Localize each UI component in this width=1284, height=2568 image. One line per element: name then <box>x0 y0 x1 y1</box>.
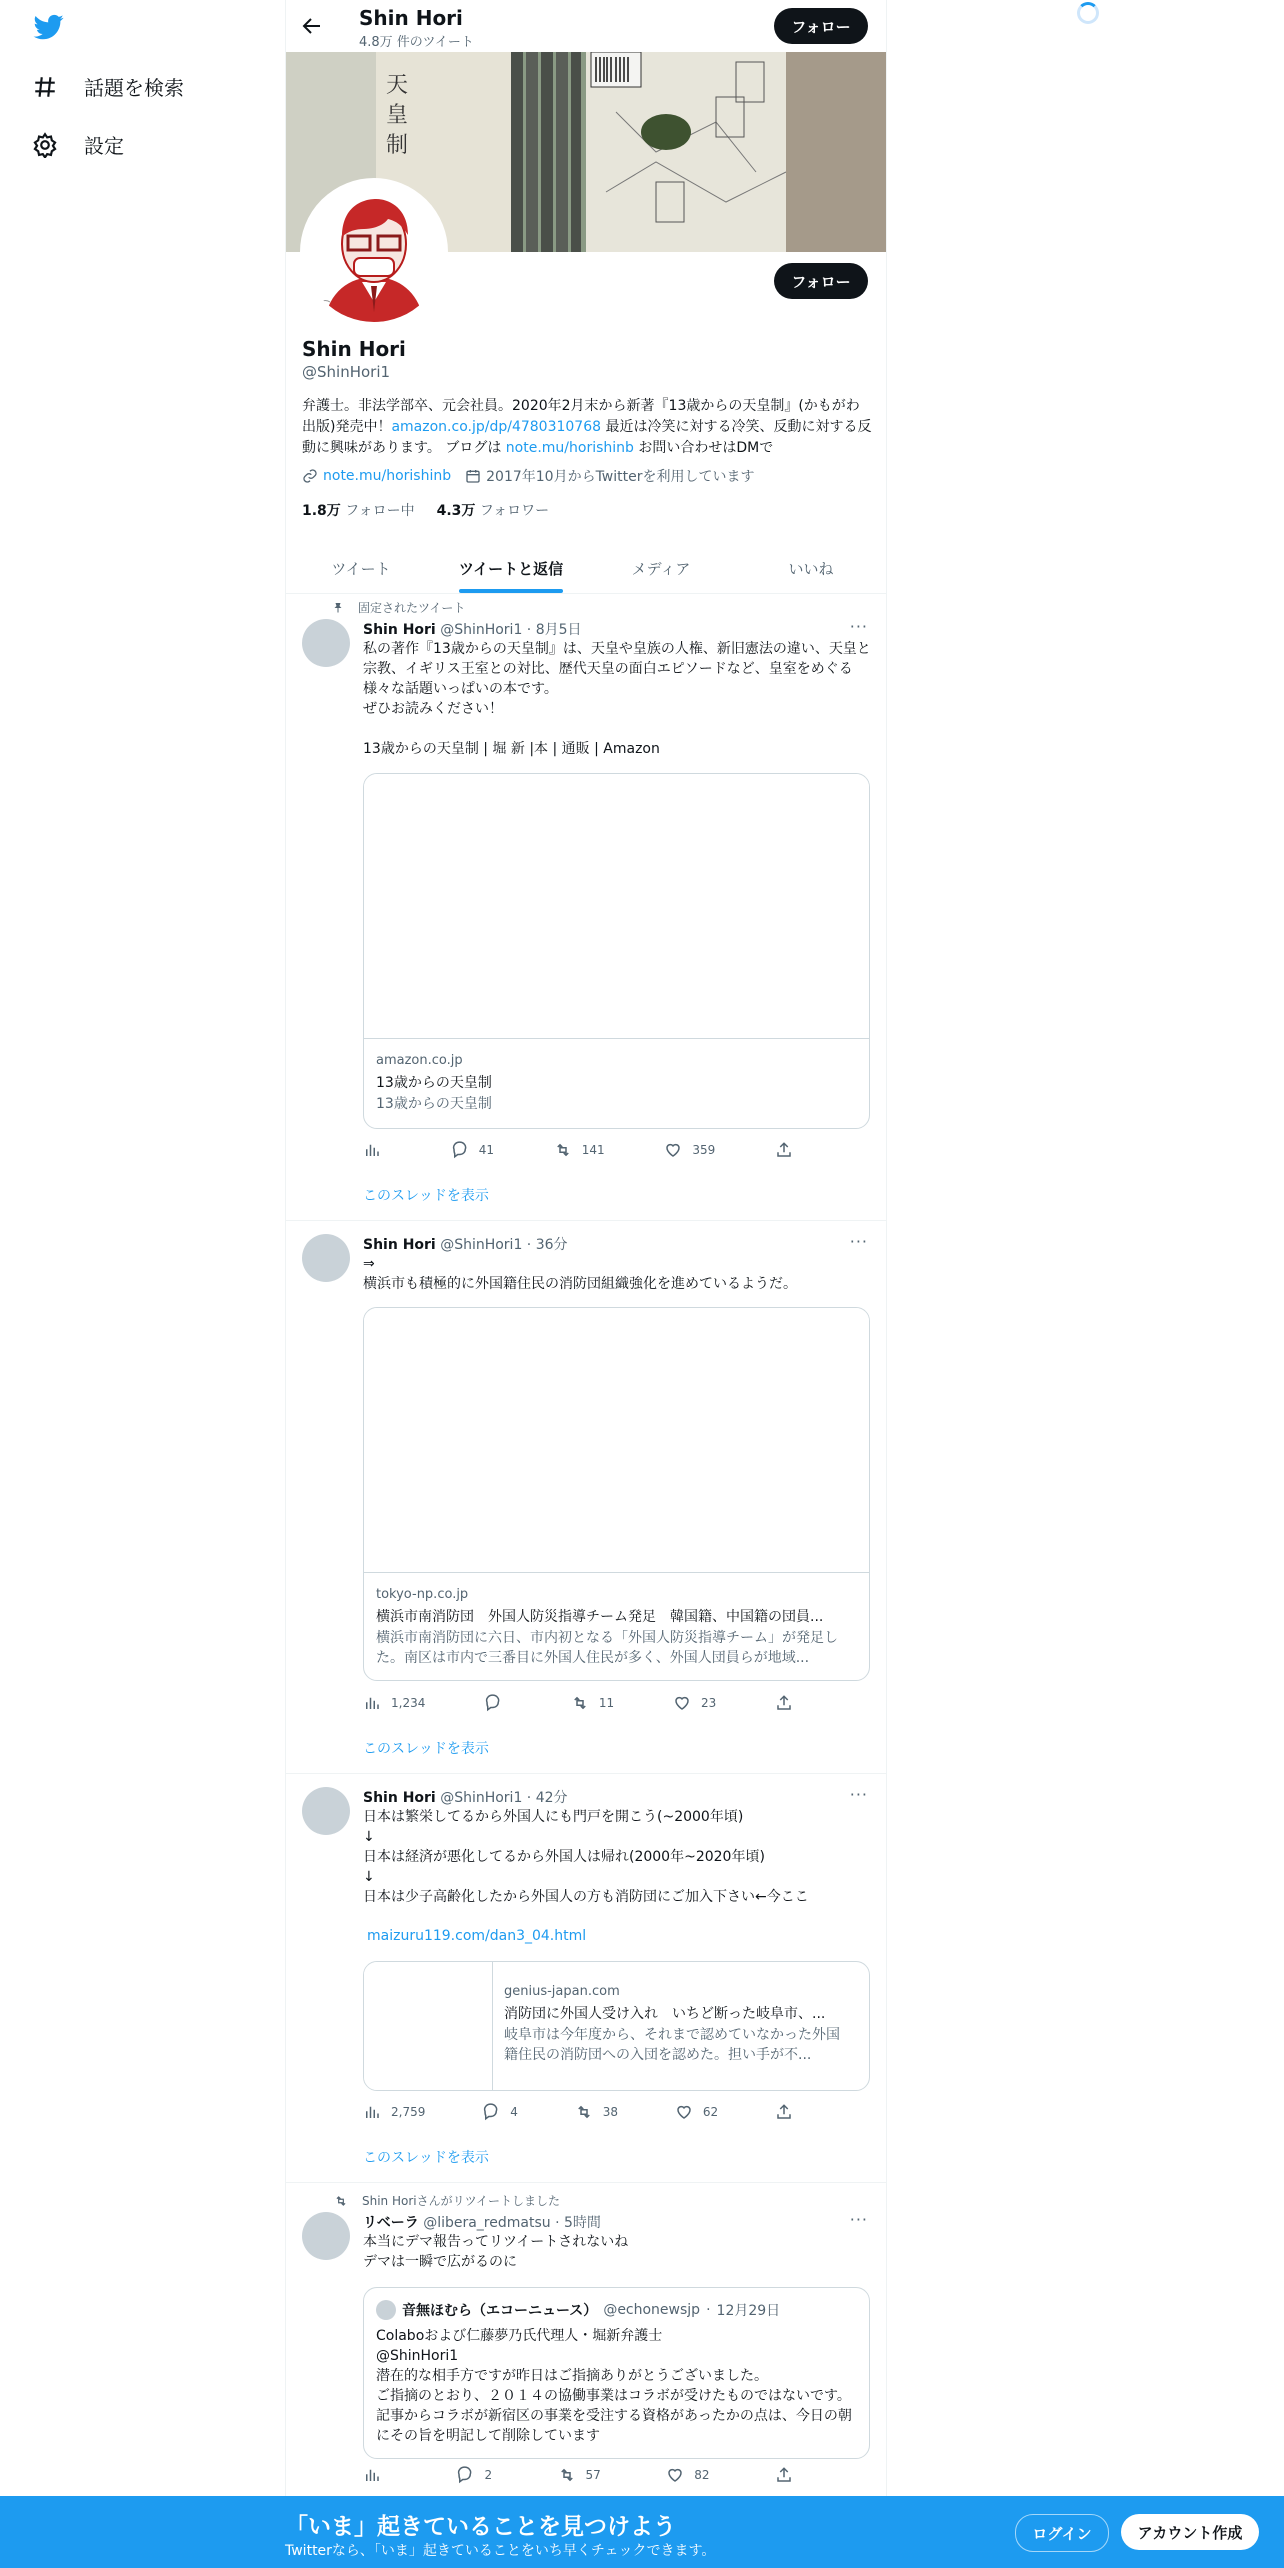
followers-count: 4.3万 <box>436 503 476 519</box>
following-label: フォロー中 <box>345 503 415 519</box>
tweet-header: Shin Hori @ShinHori1 · 36分 <box>363 1237 568 1253</box>
author-name[interactable]: Shin Hori <box>363 1237 436 1253</box>
author-handle[interactable]: @ShinHori1 <box>440 1237 523 1253</box>
following-link[interactable] <box>302 500 415 520</box>
tweet-actions <box>363 1141 793 1159</box>
reply-icon <box>451 1141 469 1159</box>
like-count: 62 <box>702 2105 719 2119</box>
link-card[interactable] <box>363 1961 870 2091</box>
profile-url[interactable]: note.mu/horishinb <box>323 468 452 484</box>
more-icon[interactable]: ··· <box>849 617 868 636</box>
followers-link[interactable] <box>437 500 550 520</box>
tab-likes[interactable]: いいね <box>788 559 834 578</box>
like-button[interactable] <box>666 2466 709 2484</box>
reply-count: 2 <box>484 2468 493 2482</box>
like-count: 359 <box>692 1143 716 1157</box>
retweet-icon <box>575 2103 593 2121</box>
avatar[interactable] <box>302 619 350 667</box>
back-arrow-icon[interactable] <box>300 14 324 38</box>
heart-icon <box>664 1141 682 1159</box>
svg-text:皇: 皇 <box>386 103 409 128</box>
profile-meta <box>302 466 755 486</box>
card-description: 岐阜市は今年度から、それまで認めていなかった外国籍住民の消防団への入団を認めた。担い手が不... <box>504 2027 840 2063</box>
bio-text: 最近は冷笑に対する冷笑、反動に対する反動に興味があります。 ブログは <box>302 419 872 456</box>
nav-explore[interactable] <box>32 72 184 101</box>
reply-button[interactable] <box>482 2103 518 2121</box>
like-button[interactable] <box>675 2103 718 2121</box>
more-icon[interactable]: ··· <box>849 2210 868 2229</box>
tweet[interactable] <box>286 1773 886 2183</box>
heart-icon <box>666 2466 684 2484</box>
tweet-time[interactable]: 5時間 <box>563 2215 601 2231</box>
like-count: 23 <box>700 1696 717 1710</box>
tweet-time[interactable]: 8月5日 <box>535 622 582 638</box>
avatar[interactable] <box>302 1234 350 1282</box>
author-name[interactable]: リベーラ <box>363 2215 419 2231</box>
top-bar <box>286 0 886 52</box>
tweet-time[interactable]: 42分 <box>535 1790 568 1806</box>
author-name[interactable]: Shin Hori <box>363 1790 436 1806</box>
share-button[interactable] <box>775 2466 793 2484</box>
card-image <box>364 1308 869 1573</box>
retweet-indicator <box>334 2192 560 2209</box>
retweet-icon <box>554 1141 572 1159</box>
tweet[interactable] <box>286 1220 886 1774</box>
like-button[interactable] <box>673 1694 716 1712</box>
tweet-actions <box>363 2466 793 2484</box>
followers-label: フォロワー <box>479 503 550 519</box>
views-button[interactable] <box>363 1694 425 1712</box>
analytics-icon <box>363 1141 381 1159</box>
retweet-count: 57 <box>585 2468 601 2482</box>
left-nav <box>0 0 285 2568</box>
profile-column <box>285 0 887 2568</box>
retweet-count: 11 <box>598 1696 615 1710</box>
tab-tweets[interactable]: ツイート <box>331 559 391 578</box>
views-button[interactable] <box>363 2103 425 2121</box>
retweet-count: 38 <box>602 2105 618 2119</box>
following-count: 1.8万 <box>302 503 341 519</box>
reply-count: 41 <box>478 1143 494 1157</box>
retweet-icon <box>571 1694 589 1712</box>
bio-text: お問い合わせはDMで <box>633 440 774 456</box>
show-thread-link[interactable]: このスレッドを表示 <box>363 1741 489 1757</box>
retweet-button[interactable] <box>558 2466 601 2484</box>
profile-handle: @ShinHori1 <box>302 363 391 381</box>
quote-time: 12月29日 <box>716 2303 781 2319</box>
nav-settings[interactable] <box>32 130 124 159</box>
link-card[interactable] <box>363 1307 870 1681</box>
signup-button[interactable]: アカウント作成 <box>1121 2514 1259 2550</box>
tweet-text: ⇒ 横浜市も積極的に外国籍住民の消防団組織強化を進めているようだ。 <box>363 1256 797 1292</box>
profile-avatar[interactable] <box>300 178 448 326</box>
tweet-text: 日本は繁栄してるから外国人にも門戸を開こう(~2000年頃) ↓ 日本は経済が悪化してるから外国人は帰れ(2000年~2020年頃) ↓ 日本は少子高齢化したから外国人の方も消防団にご加入下さい←今ここ <box>363 1809 809 1905</box>
header-follow-button[interactable]: フォロー <box>774 8 868 44</box>
nav-settings-label: 設定 <box>84 134 124 158</box>
tweet-link[interactable]: maizuru119.com/dan3_04.html <box>367 1928 587 1944</box>
views-button[interactable] <box>363 1141 391 1159</box>
views-button[interactable] <box>363 2466 391 2484</box>
calendar-icon <box>465 468 481 484</box>
pin-icon <box>332 601 344 615</box>
share-icon <box>775 1141 793 1159</box>
retweet-button[interactable] <box>554 1141 605 1159</box>
pinned-label: 固定されたツイート <box>358 601 466 615</box>
analytics-icon <box>363 2466 381 2484</box>
tweet[interactable] <box>286 2182 886 2496</box>
tweet-actions <box>363 2103 793 2121</box>
reply-button[interactable] <box>484 1694 512 1712</box>
author-handle[interactable]: @libera_redmatsu <box>423 2215 551 2231</box>
share-icon <box>775 1694 793 1712</box>
reply-count: 4 <box>510 2105 518 2119</box>
card-title: 横浜市南消防団 外国人防災指導チーム発足 韓国籍、中国籍の団員... <box>376 1609 824 1625</box>
quote-tweet[interactable] <box>363 2287 870 2459</box>
card-image <box>364 774 869 1039</box>
author-handle[interactable]: @ShinHori1 <box>440 1790 523 1806</box>
profile-joined: 2017年10月からTwitterを利用しています <box>486 469 755 485</box>
svg-text:天: 天 <box>386 73 409 98</box>
heart-icon <box>675 2103 693 2121</box>
like-button[interactable] <box>664 1141 715 1159</box>
card-domain: genius-japan.com <box>504 1984 620 1999</box>
avatar[interactable] <box>302 1787 350 1835</box>
author-name[interactable]: Shin Hori <box>363 622 436 638</box>
card-description: 横浜市南消防団に六日、市内初となる「外国人防災指導チーム」が発足した。南区は市内で三番目に外国人住民が多く、外国人団員らが地域... <box>376 1630 838 1666</box>
nav-explore-label: 話題を検索 <box>84 76 184 100</box>
tweet-header: Shin Hori @ShinHori1 · 42分 <box>363 1790 568 1806</box>
gear-icon <box>32 132 58 158</box>
reply-button[interactable] <box>451 1141 494 1159</box>
bio-link-amazon[interactable]: amazon.co.jp/dp/4780310768 <box>391 419 602 435</box>
tweet-time[interactable]: 36分 <box>535 1237 568 1253</box>
signup-banner <box>0 2496 1284 2568</box>
tweet-header: リベーラ @libera_redmatsu · 5時間 <box>363 2215 601 2231</box>
avatar[interactable] <box>302 2212 350 2260</box>
tweet-text: 本当にデマ報告ってリツイートされないね デマは一瞬で広がるのに <box>363 2234 629 2270</box>
header-name: Shin Hori <box>359 6 463 30</box>
tab-tweets-and-replies[interactable]: ツイートと返信 <box>436 543 586 593</box>
share-button[interactable] <box>775 1694 793 1712</box>
profile-bio <box>302 396 872 459</box>
reply-icon <box>482 2103 500 2121</box>
quote-text: Colaboおよび仁藤夢乃氏代理人・堀新弁護士 @ShinHori1 潜在的な相手方ですが昨日はご指摘ありがとうございました。 ご指摘のとおり、２０１４の協働事業はコラボが受けたものではないです。記事からコラボが新宿区の事業を受注する資格があったかの点は、今日の朝にその旨を明記して削除しています <box>376 2328 852 2444</box>
twitter-logo-icon[interactable] <box>32 12 66 42</box>
tweet-text: 私の著作『13歳からの天皇制』は、天皇や皇族の人権、新旧憲法の違い、天皇と宗教、イギリス王室との対比、歴代天皇の面白エピソードなど、皇室をめぐる様々な話題いっぱいの本です。 ぜひお読みください！ 13歳からの天皇制 | 堀 新 |本 | 通販 | Amazon <box>363 641 871 757</box>
author-handle[interactable]: @ShinHori1 <box>440 622 523 638</box>
more-icon[interactable]: ··· <box>849 1785 868 1804</box>
link-icon <box>302 468 318 484</box>
follow-button[interactable]: フォロー <box>774 263 868 299</box>
tweet-actions <box>363 1694 793 1712</box>
share-button[interactable] <box>775 2103 793 2121</box>
share-icon <box>775 2466 793 2484</box>
quote-author-name: 音無ほむら（エコーニュース） <box>402 2303 598 2319</box>
profile-tabs <box>286 543 886 594</box>
link-card[interactable] <box>363 773 870 1129</box>
reply-icon <box>484 1694 502 1712</box>
card-domain: amazon.co.jp <box>376 1053 463 1068</box>
card-description: 13歳からの天皇制 <box>376 1096 492 1112</box>
bio-text: 弁護士。非法学部卒、元会社員。2020年2月末から新著『13歳からの天皇制』(かもがわ出版)発売中！ <box>302 398 860 435</box>
analytics-icon <box>363 1694 381 1712</box>
tweet[interactable] <box>286 593 886 1221</box>
card-title: 消防団に外国人受け入れ いちど断った岐阜市、... <box>504 2006 826 2022</box>
heart-icon <box>673 1694 691 1712</box>
views-count: 2,759 <box>391 2105 426 2119</box>
card-domain: tokyo-np.co.jp <box>376 1587 469 1602</box>
retweet-count: 141 <box>581 1143 605 1157</box>
card-thumbnail <box>364 1962 493 2090</box>
signup-banner-subtitle: Twitterなら、「いま」起きていることをいち早くチェックできます。 <box>285 2543 716 2559</box>
more-icon[interactable]: ··· <box>849 1232 868 1251</box>
signup-banner-title: 「いま」起きていることを見つけよう <box>285 2514 676 2540</box>
tweet-header: Shin Hori @ShinHori1 · 8月5日 <box>363 622 582 638</box>
svg-text:制: 制 <box>386 133 409 158</box>
tab-media[interactable]: メディア <box>631 559 691 578</box>
hashtag-icon <box>32 74 58 100</box>
share-button[interactable] <box>775 1141 793 1159</box>
card-title: 13歳からの天皇制 <box>376 1075 492 1091</box>
quote-header: 音無ほむら（エコーニュース） @echonewsjp · 12月29日 <box>376 2300 780 2320</box>
retweet-button[interactable] <box>571 1694 614 1712</box>
reply-icon <box>456 2466 474 2484</box>
show-thread-link[interactable]: このスレッドを表示 <box>363 2150 489 2166</box>
share-icon <box>775 2103 793 2121</box>
bio-link-note[interactable]: note.mu/horishinb <box>505 440 634 456</box>
loading-spinner-icon <box>1077 2 1099 24</box>
profile-name: Shin Hori <box>302 337 406 361</box>
card-text <box>504 1962 859 2065</box>
login-button[interactable]: ログイン <box>1015 2514 1109 2552</box>
retweet-icon <box>334 2194 348 2208</box>
retweet-icon <box>558 2466 576 2484</box>
retweeted-by-label[interactable]: Shin Horiさんがリツイートしました <box>362 2194 561 2208</box>
retweet-button[interactable] <box>575 2103 618 2121</box>
quote-avatar <box>376 2300 396 2320</box>
analytics-icon <box>363 2103 381 2121</box>
header-tweet-count: 4.8万 件のツイート <box>359 35 474 50</box>
show-thread-link[interactable]: このスレッドを表示 <box>363 1188 489 1204</box>
quote-author-handle: @echonewsjp <box>603 2302 701 2318</box>
follow-counts <box>302 500 549 520</box>
reply-button[interactable] <box>456 2466 492 2484</box>
views-count: 1,234 <box>391 1696 426 1710</box>
pinned-indicator <box>334 599 465 616</box>
like-count: 82 <box>694 2468 710 2482</box>
